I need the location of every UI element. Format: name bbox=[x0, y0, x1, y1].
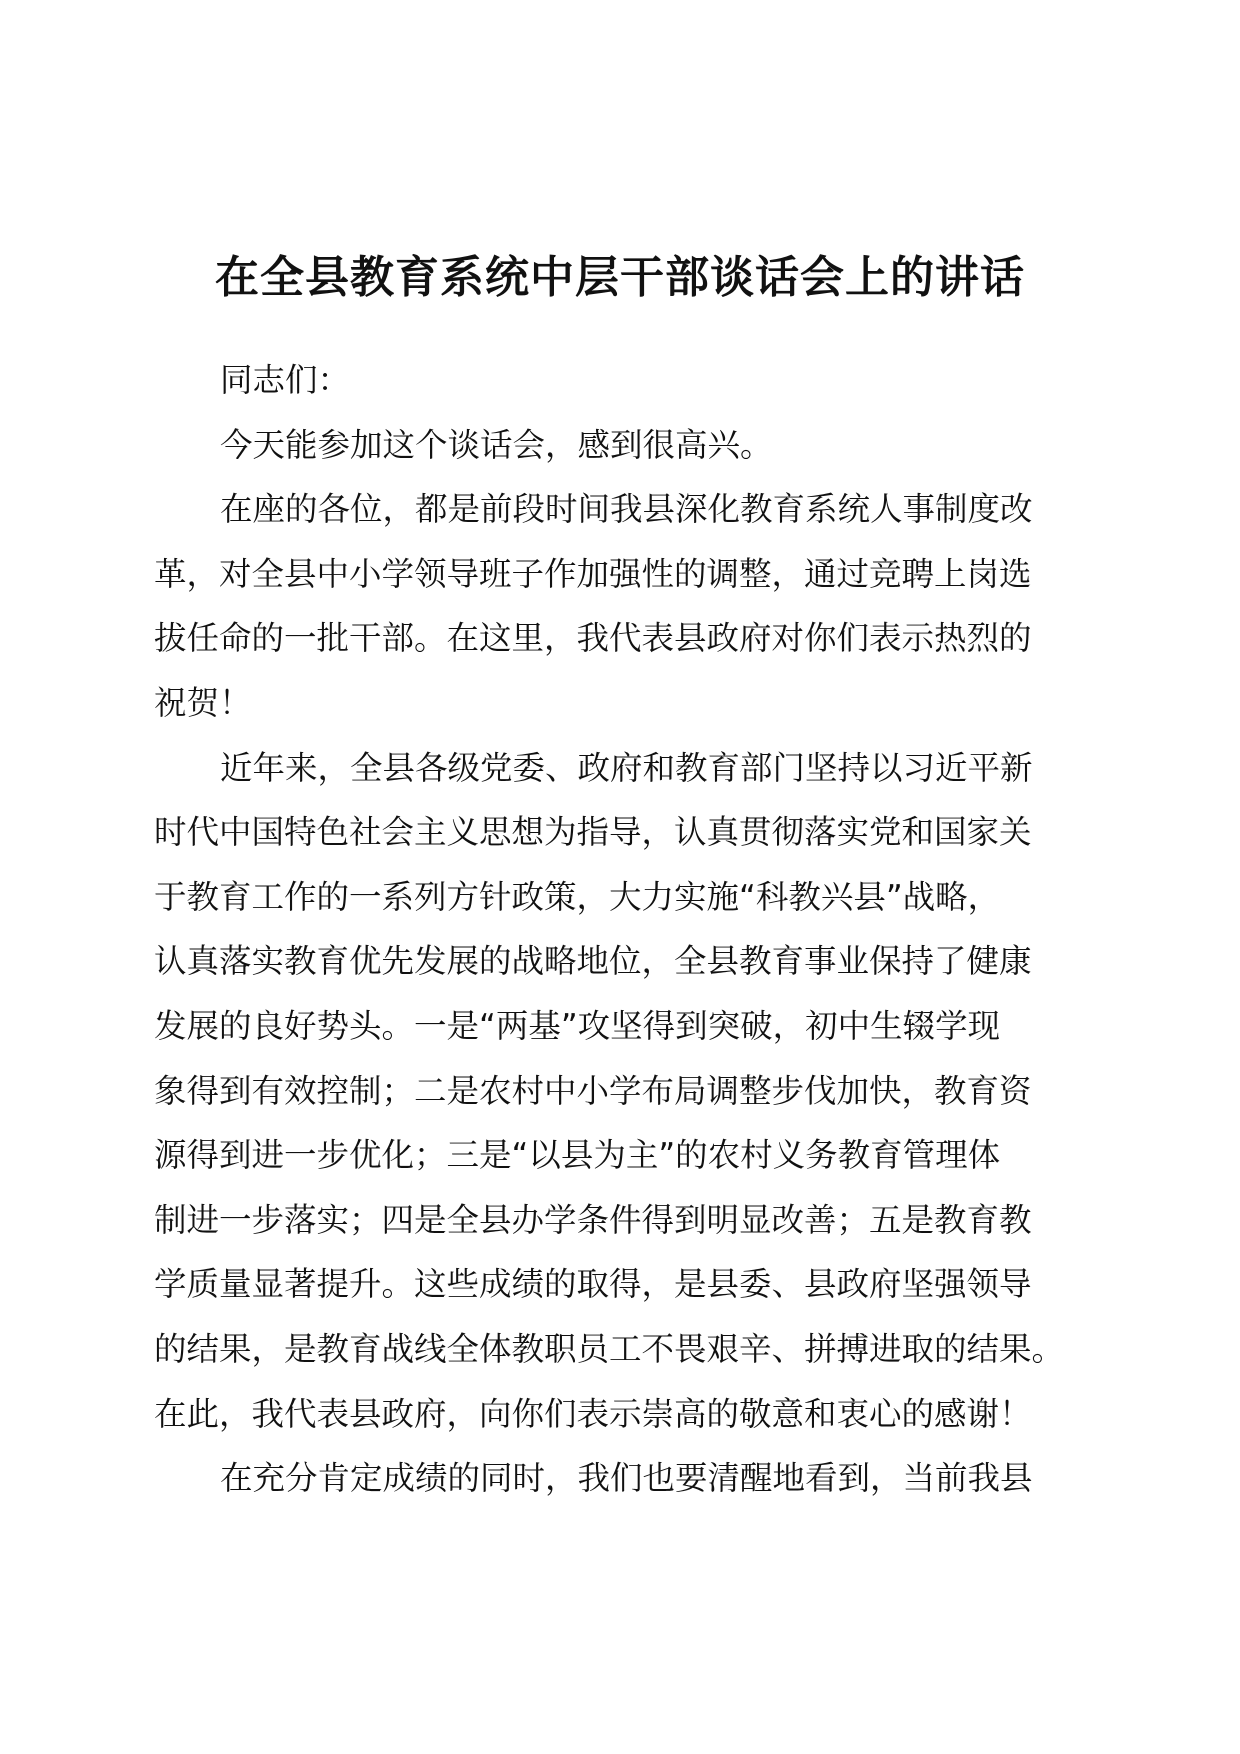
text-line: 在此，我代表县政府，向你们表示崇高的敬意和衷心的感谢！ bbox=[154, 1394, 1032, 1433]
text-line: 认真落实教育优先发展的战略地位，全县教育事业保持了健康 bbox=[154, 942, 1032, 981]
text-line: 在座的各位，都是前段时间我县深化教育系统人事制度改 bbox=[220, 490, 1033, 529]
text-line: 学质量显著提升。这些成绩的取得，是县委、县政府坚强领导 bbox=[154, 1265, 1032, 1304]
text-line: 在充分肯定成绩的同时，我们也要清醒地看到，当前我县 bbox=[220, 1459, 1033, 1498]
text-line: 祝贺！ bbox=[154, 683, 252, 722]
text-line: 同志们： bbox=[220, 361, 351, 399]
text-line: 源得到进一步优化；三是“以县为主”的农村义务教育管理体 bbox=[154, 1136, 1001, 1175]
text-line: 象得到有效控制；二是农村中小学布局调整步伐加快，教育资 bbox=[154, 1071, 1032, 1110]
text-line: 今天能参加这个谈话会，感到很高兴。 bbox=[220, 425, 773, 464]
text-line: 发展的良好势头。一是“两基”攻坚得到突破，初中生辍学现 bbox=[154, 1006, 1001, 1045]
document-body bbox=[154, 348, 1094, 1511]
text-line: 的结果，是教育战线全体教职员工不畏艰辛、拼搏进取的结果。 bbox=[154, 1329, 1065, 1368]
text-line: 近年来，全县各级党委、政府和教育部门坚持以习近平新 bbox=[220, 748, 1033, 787]
text-line: 革，对全县中小学领导班子作加强性的调整，通过竞聘上岗选 bbox=[154, 554, 1032, 593]
text-line: 制进一步落实；四是全县办学条件得到明显改善；五是教育教 bbox=[154, 1200, 1032, 1239]
text-line: 拔任命的一批干部。在这里，我代表县政府对你们表示热烈的 bbox=[154, 619, 1032, 658]
document-title: 在全县教育系统中层干部谈话会上的讲话 bbox=[215, 252, 1025, 303]
text-line: 时代中国特色社会主义思想为指导，认真贯彻落实党和国家关 bbox=[154, 813, 1032, 852]
text-line: 于教育工作的一系列方针政策，大力实施“科教兴县”战略， bbox=[154, 877, 1001, 916]
